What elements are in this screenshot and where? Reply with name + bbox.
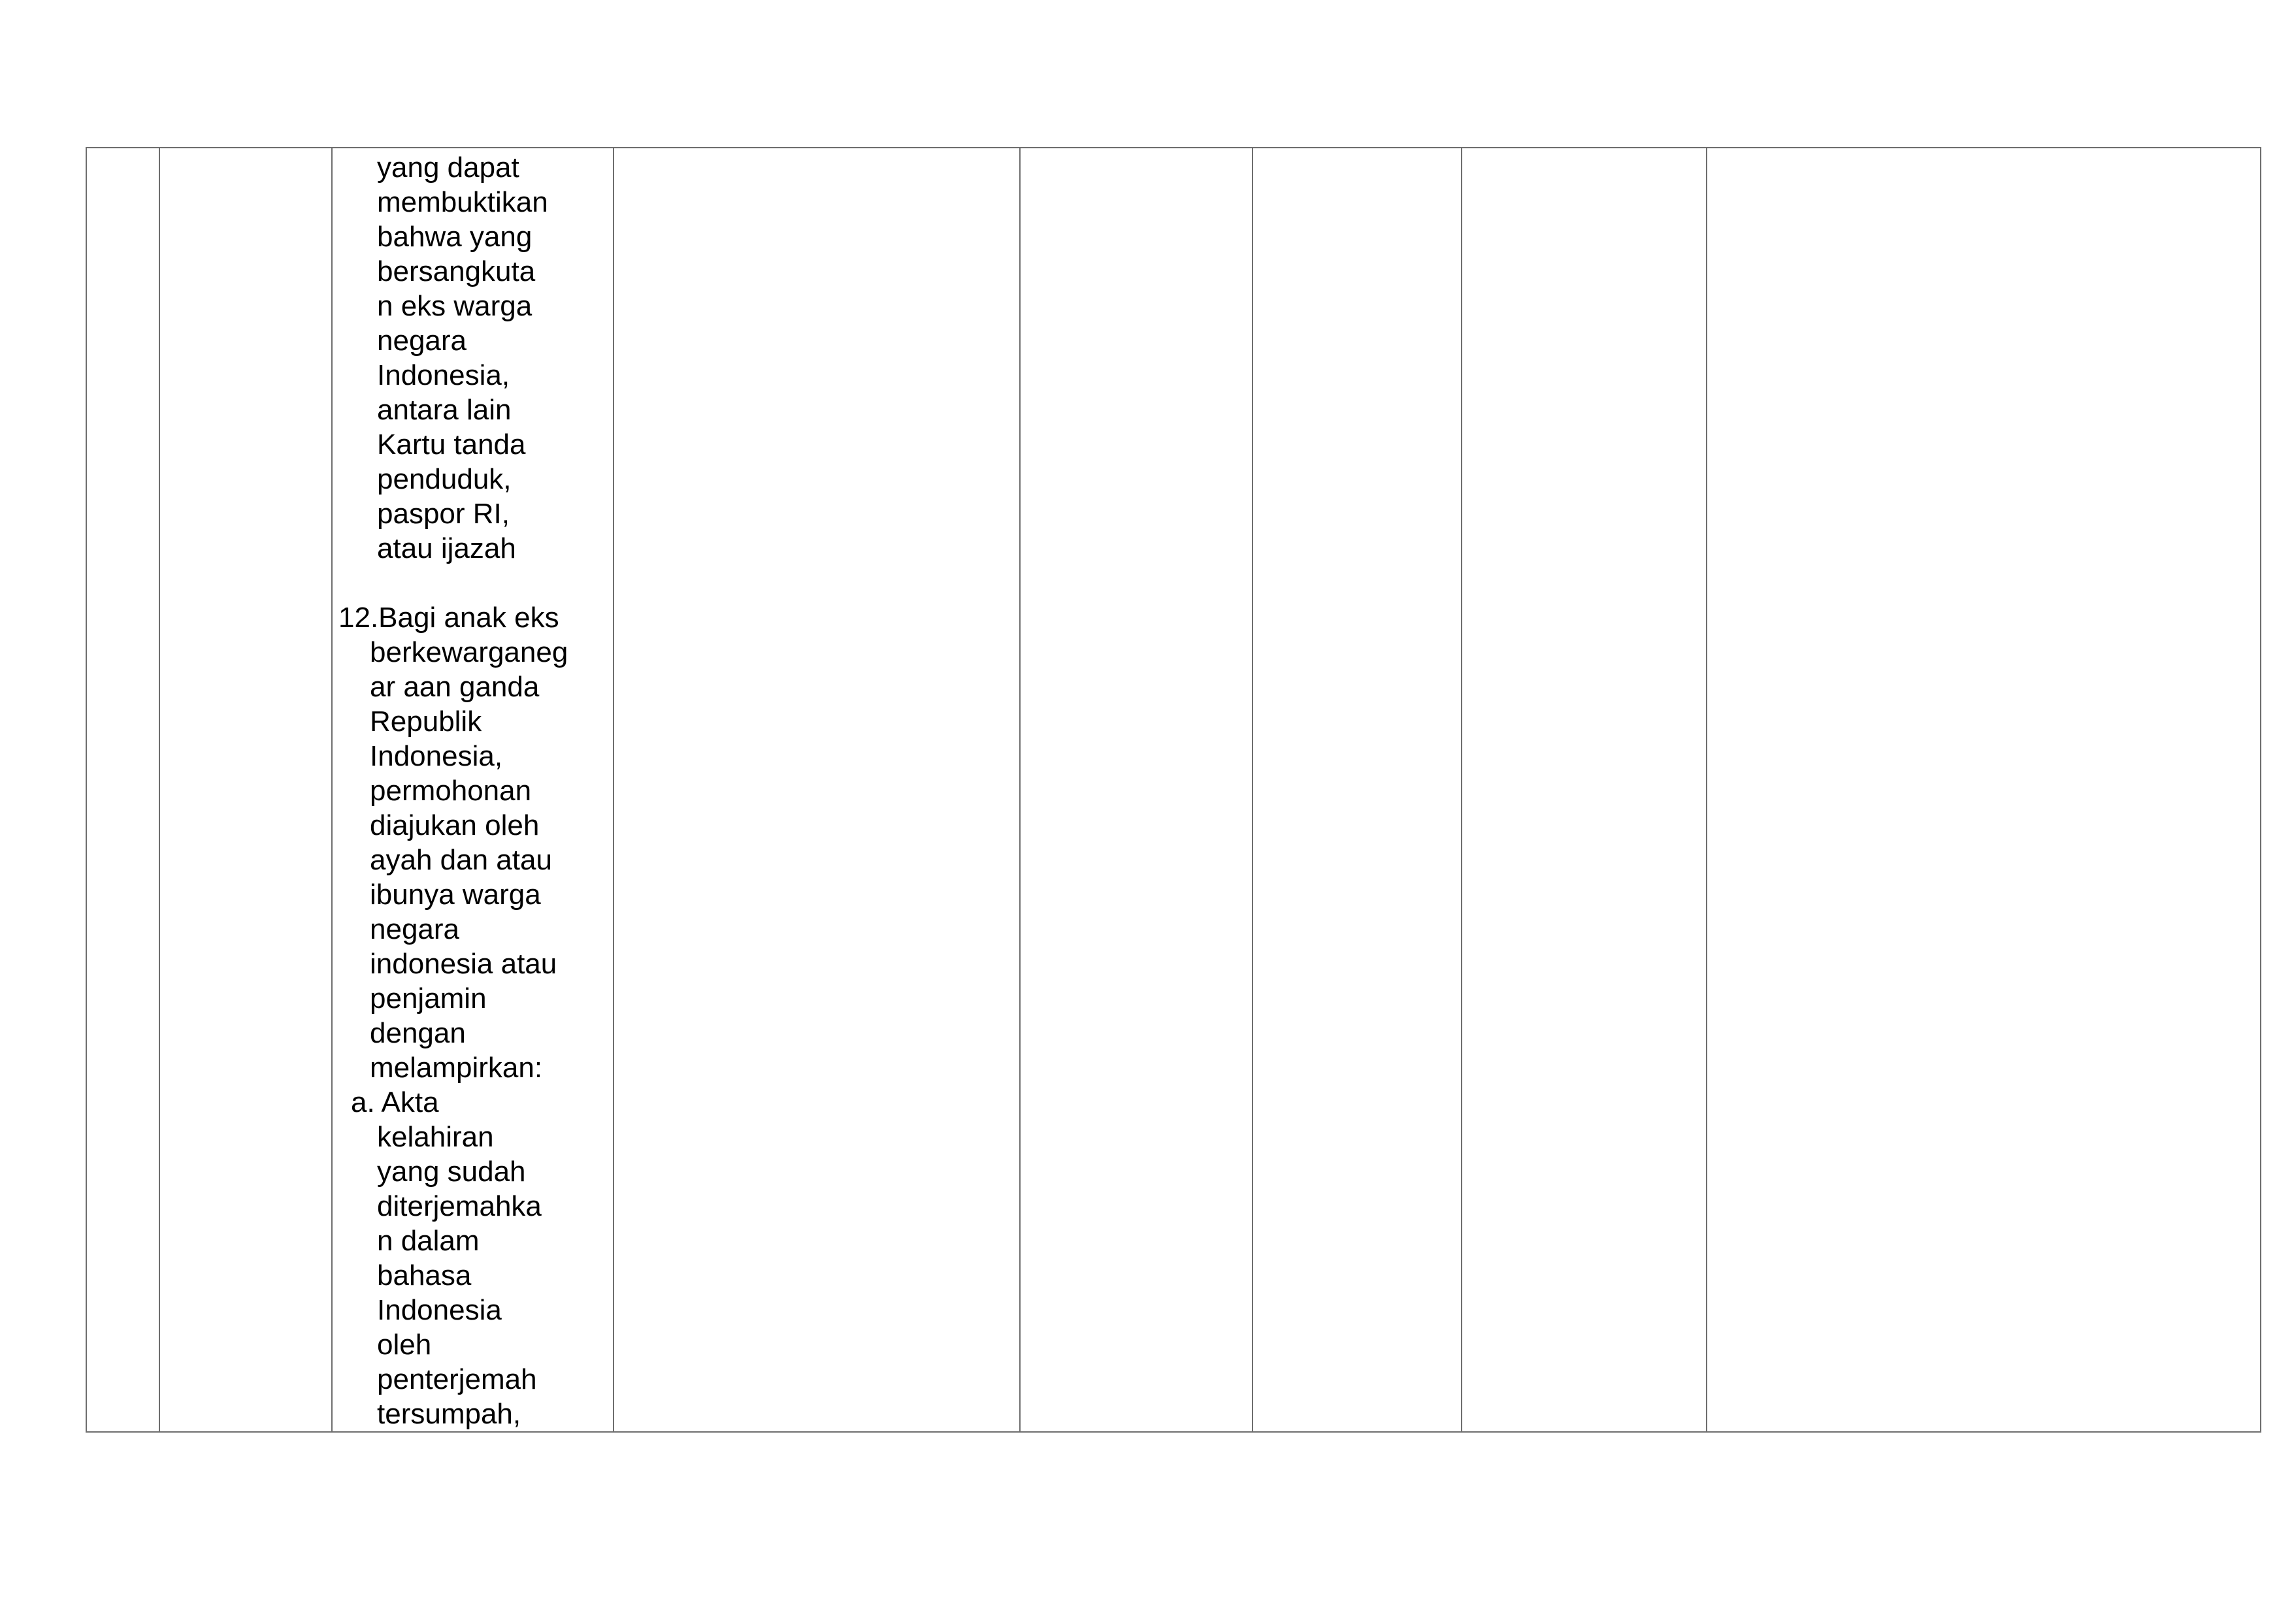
item-12-line: ibunya warga — [370, 879, 541, 911]
requirement-line: Indonesia, — [377, 359, 510, 391]
item-12-line: ayah dan atau — [370, 844, 552, 876]
requirement-line: paspor RI, — [377, 498, 510, 530]
item-12-line: permohonan — [370, 775, 532, 807]
requirement-line: membuktikan — [377, 186, 548, 218]
sub-item-a-line: Akta — [381, 1086, 439, 1118]
requirement-line: penduduk, — [377, 463, 512, 495]
sub-item-a-line: oleh — [377, 1329, 432, 1361]
requirement-line: bersangkuta — [377, 255, 536, 287]
requirement-line: antara lain — [377, 394, 512, 426]
empty-column-cell-7 — [1462, 148, 1707, 1432]
item-12-line: Republik — [370, 706, 482, 738]
item-12-first-line — [333, 600, 613, 635]
requirement-line: negara — [377, 325, 467, 357]
requirement-line: bahwa yang — [377, 221, 533, 253]
item-12-line: Indonesia, — [370, 740, 503, 772]
item-12-line: Bagi anak eks — [378, 602, 559, 634]
requirements-table — [86, 147, 2261, 1433]
sub-item-a-line: bahasa — [377, 1259, 472, 1291]
sub-item-a-line: n dalam — [377, 1225, 480, 1257]
item-12-line: diajukan oleh — [370, 809, 540, 841]
requirements-text — [333, 148, 613, 1431]
requirement-line: n eks warga — [377, 290, 533, 322]
requirement-line: yang dapat — [377, 152, 519, 184]
requirement-line: atau ijazah — [377, 532, 516, 564]
item-12-number: 12. — [338, 602, 379, 634]
sub-item-a-line: kelahiran — [377, 1121, 494, 1153]
sub-item-a-line: Indonesia — [377, 1294, 502, 1326]
requirements-column-cell — [332, 148, 614, 1432]
empty-column-cell-8 — [1707, 148, 2261, 1432]
sub-item-a-label: a. — [351, 1086, 375, 1118]
number-column-cell — [86, 148, 159, 1432]
requirement-line: Kartu tanda — [377, 429, 526, 461]
empty-column-cell-5 — [1020, 148, 1253, 1432]
item-12-line: negara — [370, 913, 460, 945]
sub-item-a-line: penterjemah — [377, 1363, 537, 1395]
service-column-cell — [159, 148, 332, 1432]
sub-item-a-first-line — [333, 1085, 613, 1120]
item-12-line: dengan — [370, 1017, 466, 1049]
item-12-line: penjamin — [370, 983, 487, 1015]
item-12-line: ar aan ganda — [370, 671, 540, 703]
sub-item-a-line: yang sudah — [377, 1156, 526, 1188]
sub-item-a-line: tersumpah, — [377, 1398, 521, 1430]
empty-column-cell-4 — [614, 148, 1020, 1432]
empty-column-cell-6 — [1253, 148, 1462, 1432]
paragraph-gap — [333, 566, 613, 600]
item-12-line: berkewarganeg — [370, 636, 568, 668]
item-12-line: melampirkan: — [370, 1052, 543, 1084]
item-12-line: indonesia atau — [370, 948, 557, 980]
table-row — [86, 148, 2261, 1432]
sub-item-a-line: diterjemahka — [377, 1190, 542, 1222]
